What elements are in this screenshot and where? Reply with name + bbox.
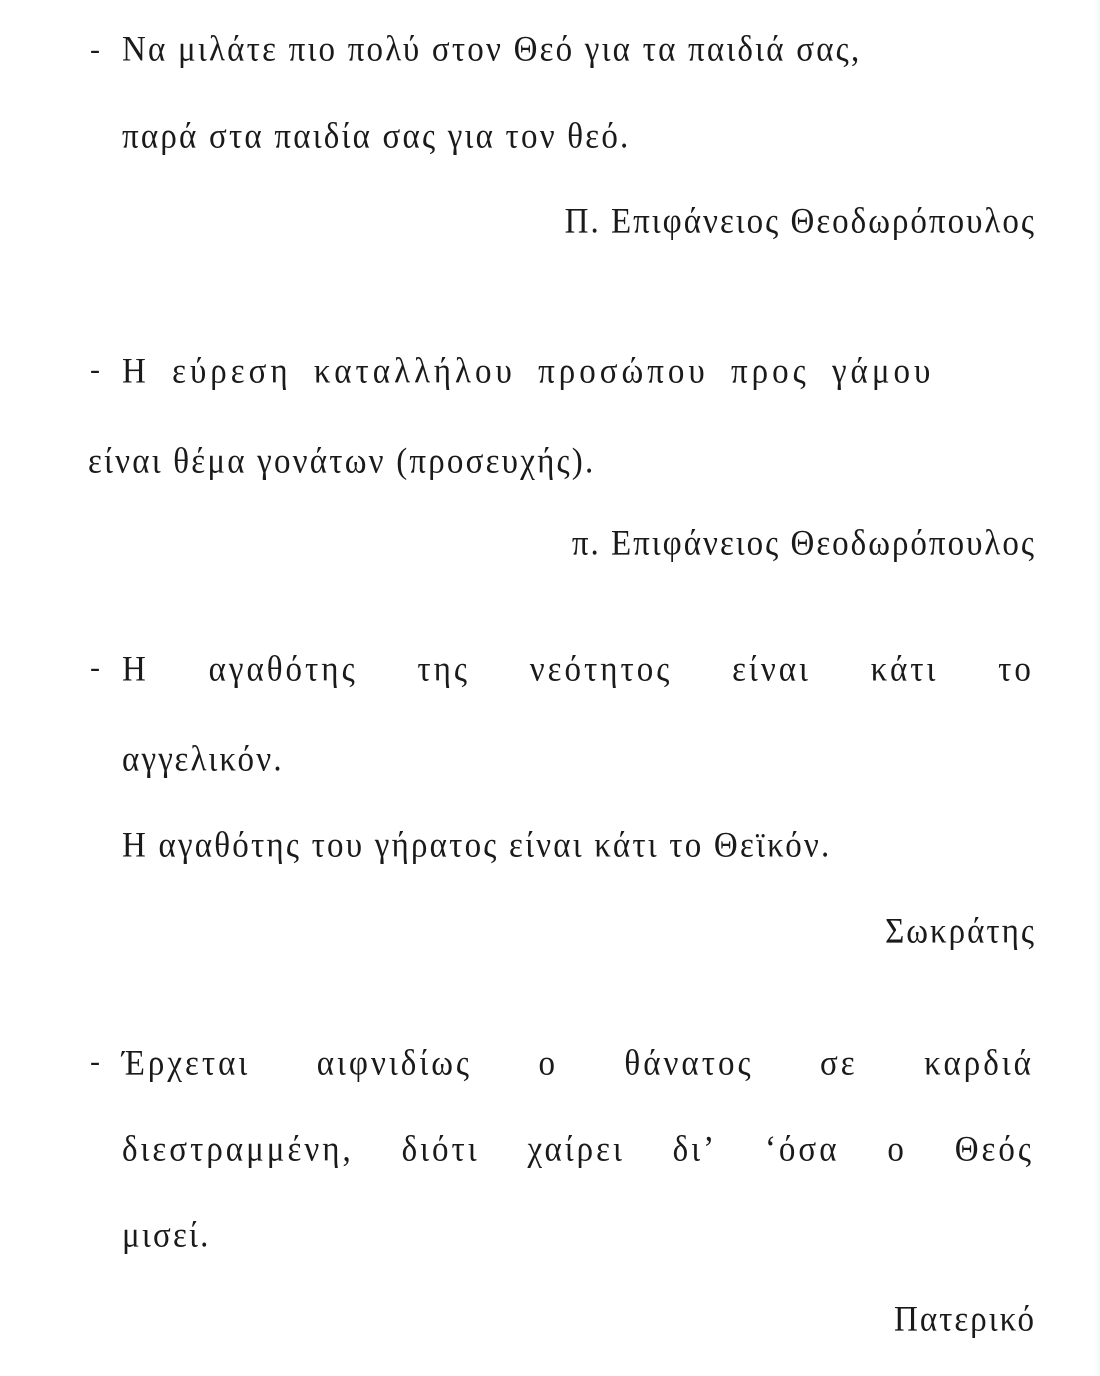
quote-bullet: - — [90, 1045, 100, 1078]
quote-1-attribution: Π. Επιφάνειος Θεοδωρόπουλος — [564, 202, 1036, 242]
word: Η — [122, 650, 149, 690]
word: νεότητος — [529, 650, 673, 690]
word: ‘όσα — [764, 1130, 840, 1170]
word: θάνατος — [624, 1044, 754, 1084]
quote-3-attribution: Σωκράτης — [885, 912, 1036, 952]
quote-2-line-1: Η εύρεση καταλλήλου προσώπου προς γάμου — [122, 352, 935, 392]
quote-2-line-2: είναι θέμα γονάτων (προσευχής). — [88, 442, 596, 482]
word: σε — [820, 1044, 858, 1084]
word: το — [998, 650, 1034, 690]
word: Θεός — [954, 1130, 1034, 1170]
word: είναι — [732, 650, 811, 690]
word: Έρχεται — [122, 1044, 251, 1084]
quote-bullet: - — [90, 33, 100, 66]
word: δι’ — [672, 1130, 718, 1170]
quote-1-line-1: Να μιλάτε πιο πολύ στον Θεό για τα παιδιά σας, — [122, 30, 862, 70]
quote-bullet: - — [90, 353, 100, 386]
quote-4-attribution: Πατερικό — [894, 1300, 1036, 1340]
word: ο — [538, 1044, 558, 1084]
word: της — [417, 650, 470, 690]
quote-3-line-1 — [122, 648, 1034, 691]
scan-edge — [1094, 0, 1100, 1376]
word: ο — [887, 1130, 907, 1170]
word: αγαθότης — [208, 650, 358, 690]
word: καρδιά — [924, 1044, 1034, 1084]
quote-4-line-2 — [122, 1128, 1034, 1171]
word: διεστραμμένη, — [122, 1130, 354, 1170]
quote-4-line-3: μισεί. — [122, 1216, 211, 1256]
quote-2-attribution: π. Επιφάνειος Θεοδωρόπουλος — [571, 524, 1036, 564]
quote-3-line-2: αγγελικόν. — [122, 740, 284, 780]
word: αιφνιδίως — [316, 1044, 472, 1084]
quote-bullet: - — [90, 651, 100, 684]
quote-3-line-3: Η αγαθότης του γήρατος είναι κάτι το Θεϊκόν. — [122, 826, 832, 866]
word: χαίρει — [527, 1130, 625, 1170]
word: διότι — [401, 1130, 480, 1170]
quote-1-line-2: παρά στα παιδία σας για τον θεό. — [122, 117, 631, 157]
quote-4-line-1 — [122, 1042, 1034, 1085]
word: κάτι — [870, 650, 939, 690]
